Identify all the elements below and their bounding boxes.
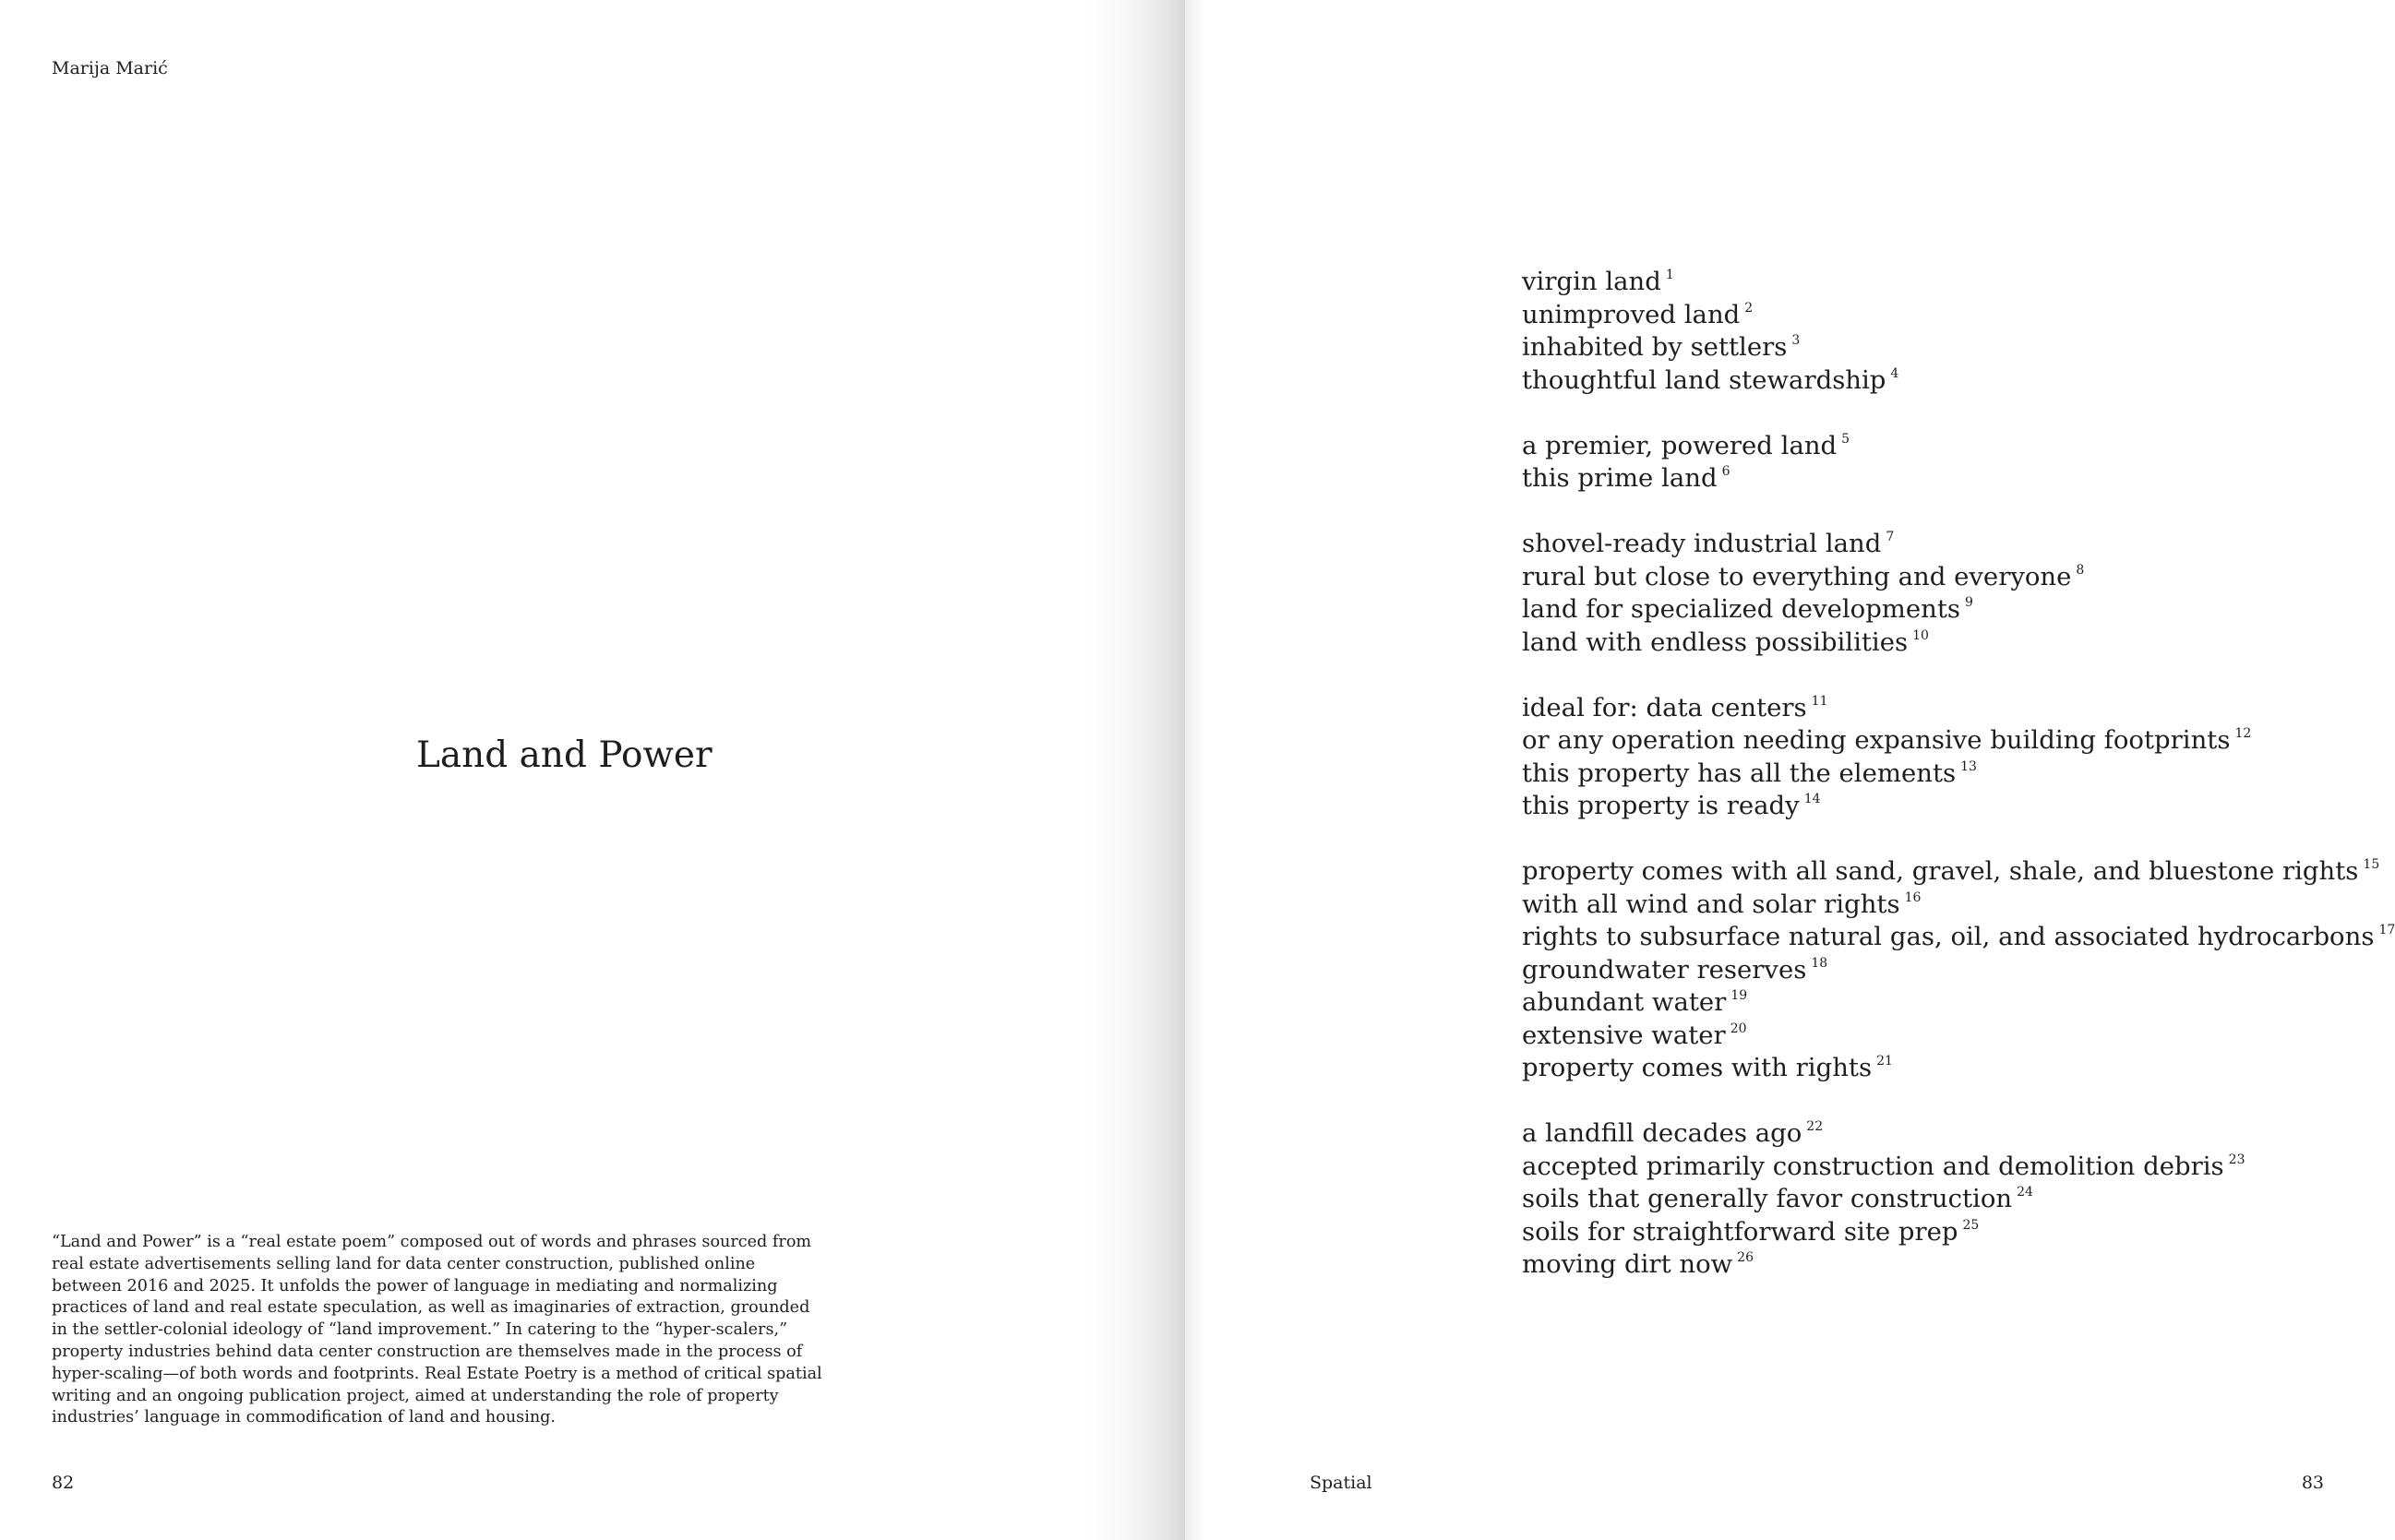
footnote-marker: 20 (1730, 1021, 1747, 1036)
poem-line (1522, 266, 2395, 299)
footnote-marker: 13 (1960, 758, 1977, 774)
poem-line-text: this property is ready (1522, 791, 1800, 820)
footnote-marker: 10 (1912, 627, 1929, 643)
poem-stanza (1522, 528, 2395, 659)
poem-line (1522, 889, 2395, 922)
poem-line-text: moving dirt now (1522, 1249, 1733, 1279)
poem-stanza (1522, 692, 2395, 823)
poem-line-text: thoughtful land stewardship (1522, 364, 1886, 395)
footnote-marker: 14 (1803, 792, 1821, 806)
poem-line (1522, 528, 2395, 561)
poem-line (1522, 430, 2395, 463)
footnote-marker: 17 (2378, 923, 2395, 937)
footnote-marker: 6 (1721, 464, 1730, 479)
poem-line-text: ideal for: data centers (1522, 692, 1807, 722)
footnote-marker: 5 (1841, 431, 1850, 447)
poem-line-text: property comes with all sand, gravel, shale, and bluestone rights (1522, 856, 2359, 886)
poem-line (1522, 1248, 2395, 1282)
poem-line-text: rights to subsurface natural gas, oil, and associated hydrocarbons (1522, 922, 2375, 951)
footnote-marker: 2 (1744, 300, 1754, 316)
poem-line (1522, 364, 2395, 398)
gutter-shadow (1185, 0, 1205, 1540)
poem (1522, 266, 2395, 1314)
poem-line (1522, 724, 2395, 758)
poem-line (1522, 921, 2395, 954)
poem-line-text: this prime land (1522, 463, 1718, 493)
poem-line (1522, 954, 2395, 987)
page-number-left: 82 (52, 1473, 75, 1493)
footnote-marker: 21 (1876, 1054, 1893, 1068)
poem-line (1522, 462, 2395, 495)
poem-line (1522, 561, 2395, 594)
poem-line-text: accepted primarily construction and demolition debris (1522, 1151, 2224, 1181)
poem-line-text: groundwater reserves (1522, 954, 1807, 985)
footnote-marker: 12 (2234, 726, 2252, 741)
poem-line-text: land with endless possibilities (1522, 627, 1909, 657)
right-page (1185, 0, 2395, 1540)
section-running-foot: Spatial (1310, 1473, 1372, 1493)
footnote-marker: 1 (1665, 268, 1674, 282)
footnote-marker: 15 (2363, 857, 2380, 872)
poem-line (1522, 1151, 2395, 1184)
poem-line (1522, 692, 2395, 725)
page-number-right: 83 (2301, 1473, 2324, 1493)
poem-line-text: inhabited by settlers (1522, 332, 1788, 362)
poem-line-text: or any operation needing expansive building footprints (1522, 725, 2231, 755)
gutter-shadow (1084, 0, 1185, 1540)
footnote-marker: 3 (1791, 333, 1801, 348)
poem-line-text: abundant water (1522, 987, 1727, 1017)
footnote-marker: 24 (2017, 1185, 2033, 1200)
poem-line (1522, 593, 2395, 627)
poem-stanza (1522, 1117, 2395, 1282)
poem-line (1522, 299, 2395, 332)
footnote-marker: 8 (2076, 562, 2085, 578)
footnote-marker: 11 (1811, 693, 1828, 709)
essay-title: Land and Power (416, 734, 713, 776)
poem-line (1522, 1216, 2395, 1249)
poem-line (1522, 627, 2395, 660)
footnote-marker: 22 (1806, 1119, 1824, 1134)
poem-stanza (1522, 855, 2395, 1085)
footnote-marker: 25 (1962, 1217, 1980, 1233)
poem-line-text: property comes with rights (1522, 1053, 1873, 1082)
footnote-marker: 26 (1737, 1250, 1754, 1265)
poem-line-text: soils that generally favor construction (1522, 1184, 2013, 1213)
poem-line-text: with all wind and solar rights (1522, 889, 1900, 919)
left-page (0, 0, 1185, 1540)
poem-line (1522, 1020, 2395, 1053)
poem-line-text: virgin land (1522, 267, 1661, 296)
poem-line-text: land for specialized developments (1522, 594, 1961, 624)
poem-line-text: rural but close to everything and everyone (1522, 561, 2072, 591)
poem-line-text: a premier, powered land (1522, 430, 1838, 460)
poem-line-text: a landfill decades ago (1522, 1118, 1802, 1148)
poem-stanza (1522, 430, 2395, 495)
poem-line-text: unimproved land (1522, 299, 1741, 329)
footnote-marker: 23 (2228, 1152, 2245, 1167)
footnote-marker: 7 (1886, 530, 1895, 544)
author-running-head: Marija Marić (52, 58, 168, 78)
poem-line (1522, 1183, 2395, 1216)
poem-stanza (1522, 266, 2395, 397)
footnote-marker: 19 (1730, 988, 1748, 1003)
poem-line (1522, 986, 2395, 1020)
footnote-marker: 16 (1904, 889, 1922, 905)
intro-paragraph: “Land and Power” is a “real estate poem” composed out of words and phrases sourced from real estate advertisements selling land for data center construction, published online between 2016 and 2025. It unfolds the power of language in mediating and normalizing practices of land and real estate speculation, as well as imaginaries of extraction, grounded in the settler-colonial ideology of “land improvement.” In catering to the “hyper-scalers,” property industries behind data center construction are themselves made in the process of hyper-scaling—of both words and footprints. Real Estate Poetry is a method of critical spatial writing and an ongoing publication project, aimed at understanding the role of property industries’ language in commodification of land and housing. (52, 1233, 822, 1427)
poem-line (1522, 331, 2395, 364)
footnote-marker: 18 (1811, 955, 1828, 971)
poem-line-text: shovel-ready industrial land (1522, 529, 1882, 558)
poem-line (1522, 790, 2395, 823)
footnote-marker: 4 (1890, 365, 1899, 381)
poem-line (1522, 855, 2395, 889)
poem-line (1522, 758, 2395, 791)
poem-line-text: extensive water (1522, 1020, 1726, 1050)
poem-line (1522, 1117, 2395, 1151)
poem-line-text: soils for straightforward site prep (1522, 1216, 1958, 1247)
poem-line (1522, 1052, 2395, 1085)
poem-line-text: this property has all the elements (1522, 758, 1957, 788)
footnote-marker: 9 (1965, 595, 1973, 610)
